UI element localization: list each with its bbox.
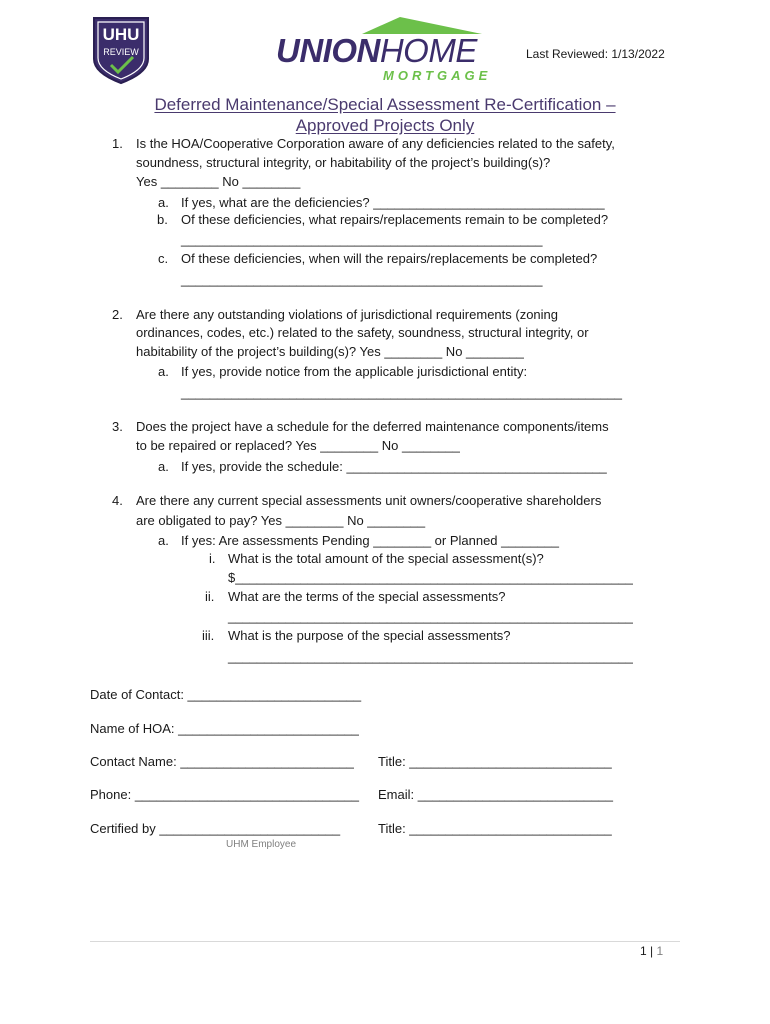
- q1b-label: b.: [157, 212, 168, 227]
- badge-top-text: UHU: [102, 25, 140, 44]
- q3-number: 3.: [112, 419, 123, 434]
- certifier-title-field: Title: ____________________________: [378, 821, 612, 836]
- badge-bottom-text: REVIEW: [103, 47, 139, 57]
- q1-yes-no: Yes ________ No ________: [136, 174, 301, 189]
- logo-mortgage-text: MORTGAGE: [383, 68, 492, 83]
- footer-divider: [90, 941, 680, 942]
- q2a-blank: _____________________________________________________________: [181, 385, 623, 400]
- certified-by-field: Certified by _________________________: [90, 821, 341, 836]
- last-reviewed: Last Reviewed: 1/13/2022: [526, 47, 665, 61]
- logo-home-text: HOME: [379, 32, 477, 69]
- q3-line2: to be repaired or replaced? Yes ________ No ________: [136, 438, 460, 453]
- q4-i-label: i.: [209, 551, 216, 566]
- q2-line3: habitability of the project’s building(s)? Yes ________ No ________: [136, 344, 524, 359]
- q4-iii-text: What is the purpose of the special assessments?: [228, 628, 511, 643]
- q4a-text: If yes: Are assessments Pending ________ or Planned ________: [181, 533, 559, 548]
- page-current: 1: [640, 944, 647, 958]
- q1c-blank: __________________________________________________: [181, 272, 543, 287]
- date-of-contact-field: Date of Contact: ________________________: [90, 687, 362, 702]
- q4-number: 4.: [112, 493, 123, 508]
- q2-line2: ordinances, codes, etc.) related to the safety, soundness, structural integrity, or: [136, 325, 589, 340]
- company-logo: [276, 32, 477, 70]
- q2a-label: a.: [158, 364, 169, 379]
- contact-title-field: Title: ____________________________: [378, 754, 612, 769]
- document-title-line2: Approved Projects Only: [295, 116, 475, 135]
- q1b-blank: __________________________________________________: [181, 232, 543, 247]
- q4-ii-blank: ________________________________________________________: [228, 609, 633, 624]
- q2a-text: If yes, provide notice from the applicable jurisdictional entity:: [181, 364, 528, 379]
- page-number: [640, 944, 663, 958]
- q4-ii-text: What are the terms of the special assessments?: [228, 589, 506, 604]
- q4a-label: a.: [158, 533, 169, 548]
- q1b-text: Of these deficiencies, what repairs/replacements remain to be completed?: [181, 212, 609, 227]
- q3a-label: a.: [158, 459, 169, 474]
- document-title-line1: Deferred Maintenance/Special Assessment Re-Certification –: [154, 95, 616, 114]
- q4-iii-label: iii.: [202, 628, 215, 643]
- q2-line1: Are there any outstanding violations of jurisdictional requirements (zoning: [136, 307, 559, 322]
- email-field: Email: ___________________________: [378, 787, 613, 802]
- q3-line1: Does the project have a schedule for the deferred maintenance components/items: [136, 419, 609, 434]
- q4-iii-blank: ________________________________________________________: [228, 649, 633, 664]
- q2-number: 2.: [112, 307, 123, 322]
- q4-i-blank: $_______________________________________________________: [228, 570, 633, 585]
- q4-line2: are obligated to pay? Yes ________ No ________: [136, 513, 426, 528]
- q4-i-text: What is the total amount of the special assessment(s)?: [228, 551, 544, 566]
- page-separator: |: [650, 944, 654, 958]
- q3a-text: If yes, provide the schedule: ____________________________________: [181, 459, 607, 474]
- uhm-employee-caption: UHM Employee: [226, 839, 297, 850]
- contact-name-field: Contact Name: ________________________: [90, 754, 354, 769]
- q1-line1: Is the HOA/Cooperative Corporation aware of any deficiencies related to the safety,: [136, 136, 615, 151]
- phone-field: Phone: _______________________________: [90, 787, 359, 802]
- q1c-label: c.: [158, 251, 169, 266]
- q1c-text: Of these deficiencies, when will the repairs/replacements be completed?: [181, 251, 598, 266]
- q4-ii-label: ii.: [205, 589, 215, 604]
- logo-union-text: UNION: [276, 32, 380, 69]
- q1-line2: soundness, structural integrity, or habitability of the project’s building(s)?: [136, 155, 551, 170]
- q1-number: 1.: [112, 136, 123, 151]
- page-total: 1: [656, 944, 664, 958]
- q4-line1: Are there any current special assessments unit owners/cooperative shareholders: [136, 493, 602, 508]
- q1a-label: a.: [158, 195, 169, 210]
- q1a-text: If yes, what are the deficiencies? ________________________________: [181, 195, 605, 210]
- name-of-hoa-field: Name of HOA: _________________________: [90, 721, 359, 736]
